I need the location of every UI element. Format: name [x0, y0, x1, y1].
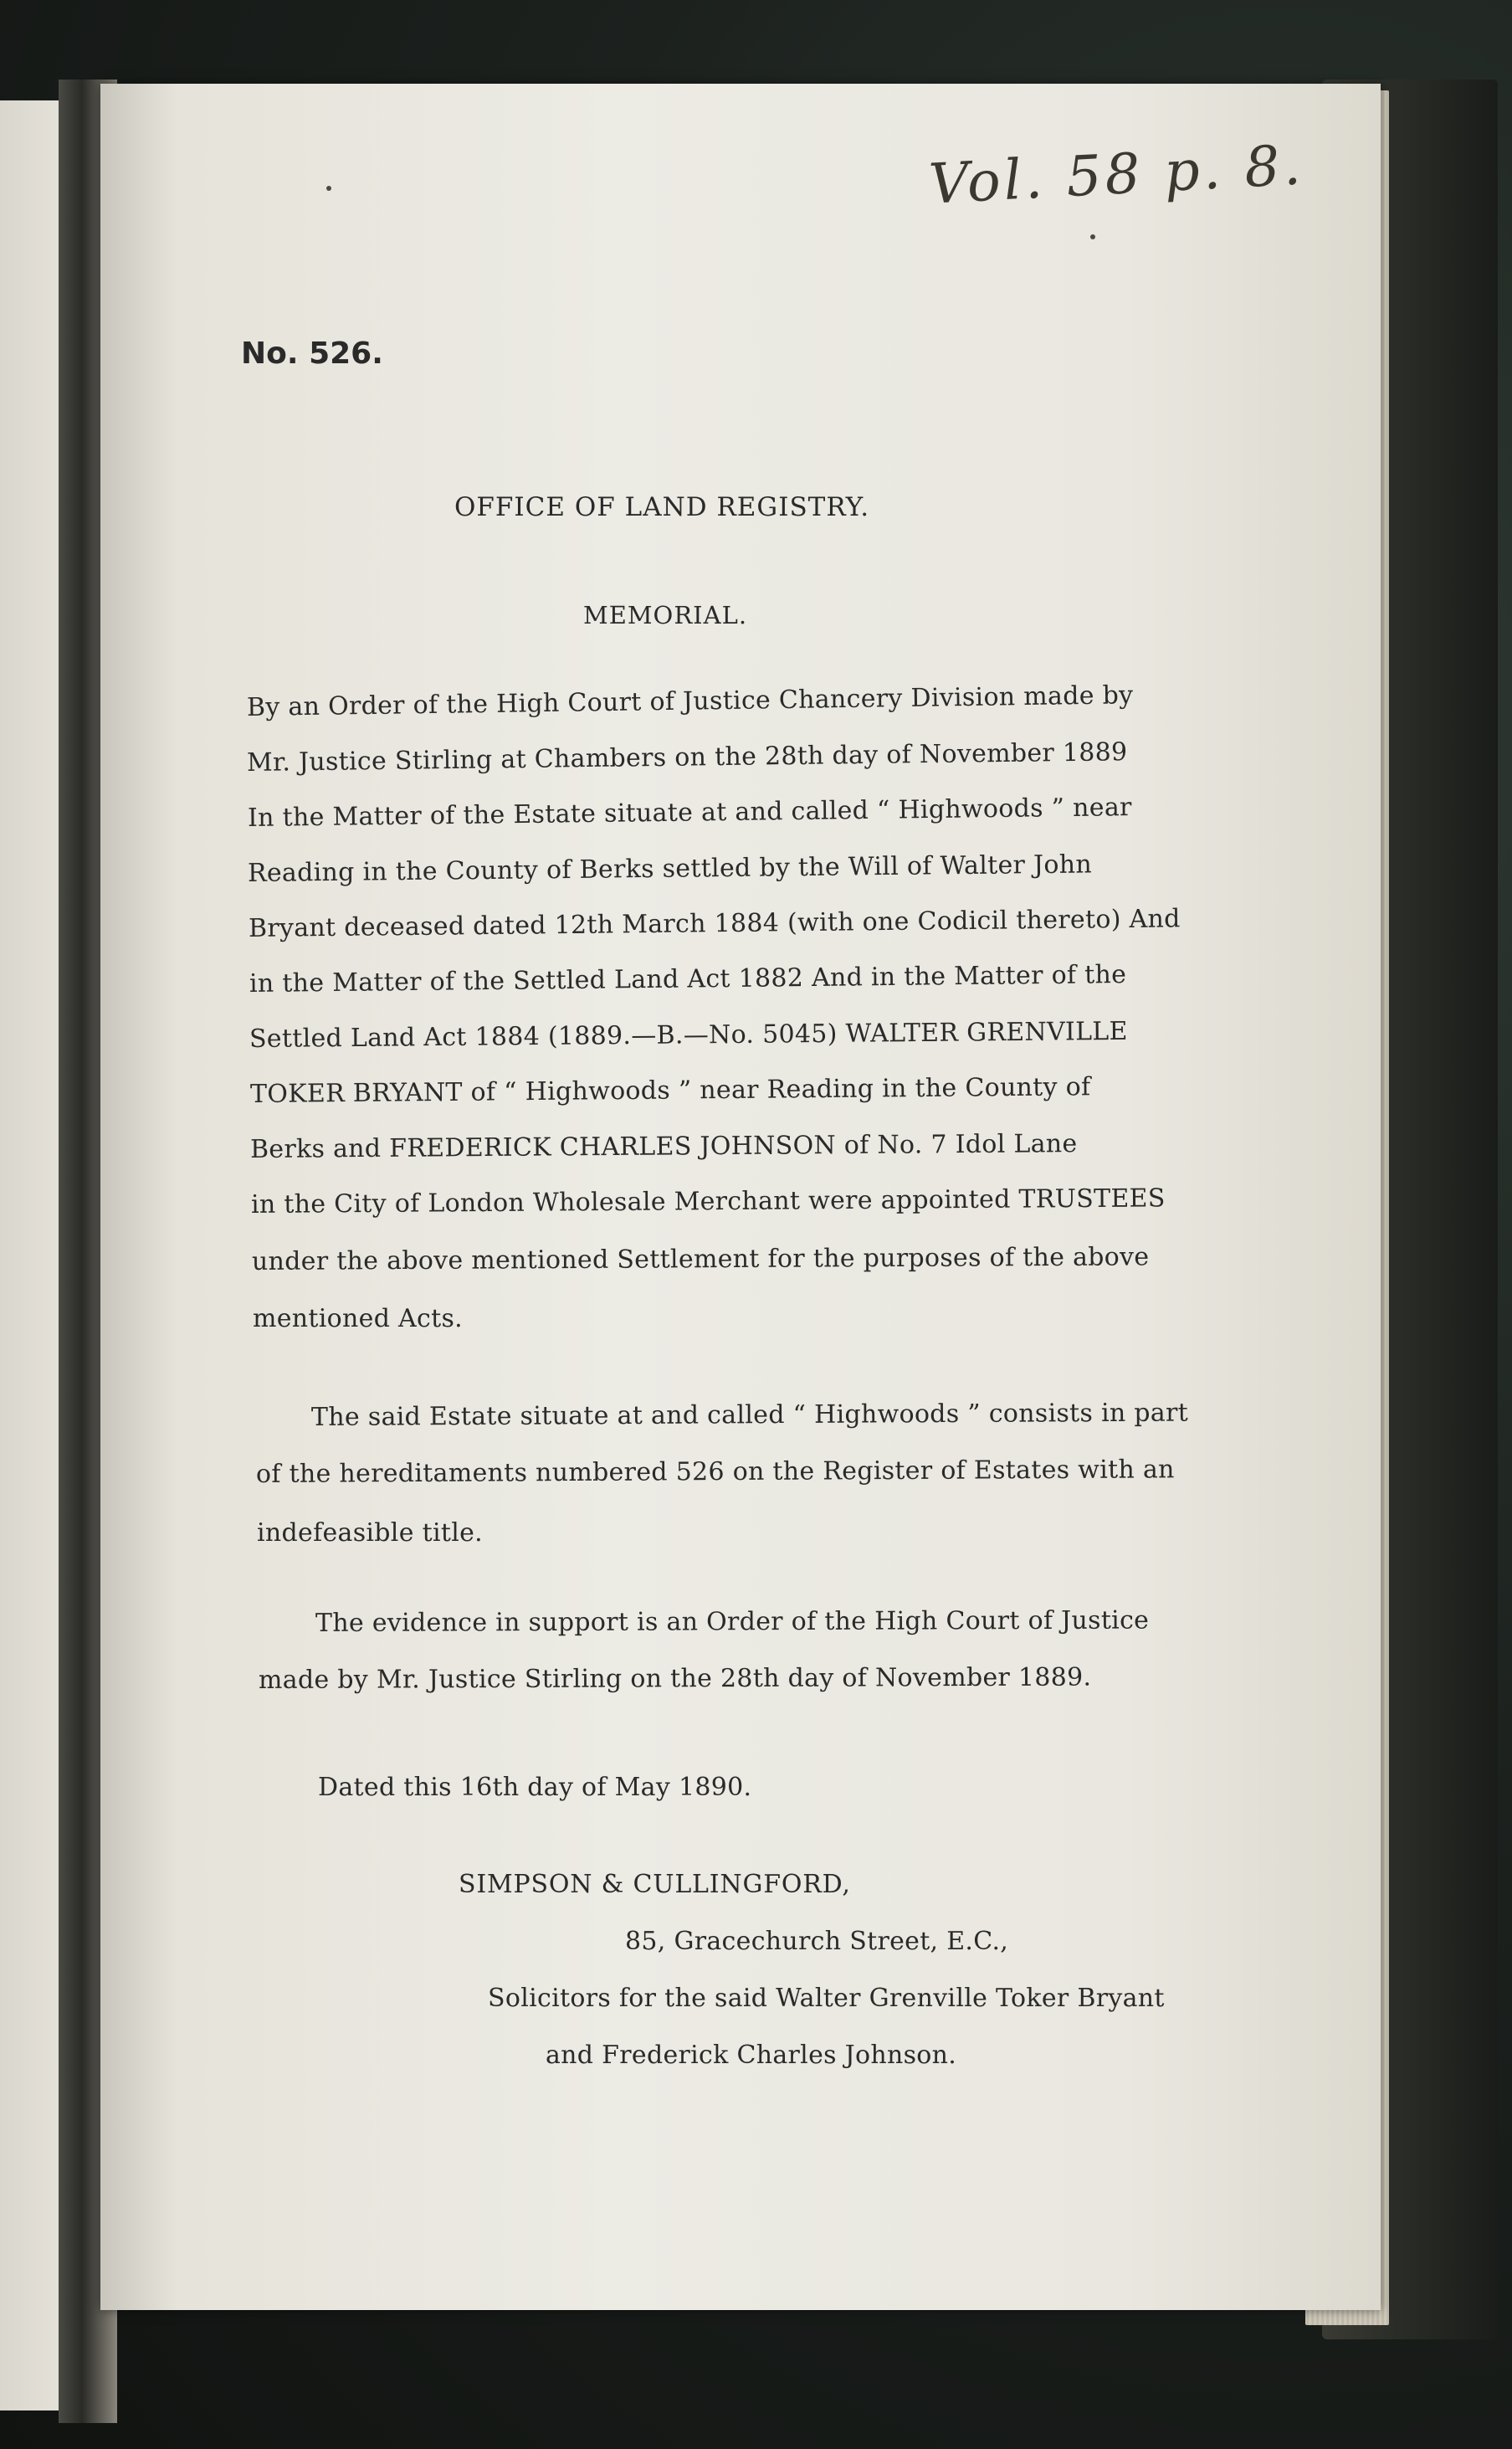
- paragraph-line: mentioned Acts.: [253, 1304, 464, 1333]
- paragraph-line: in the City of London Wholesale Merchant were appointed TRUSTEES: [250, 1183, 1166, 1219]
- handwritten-volume-annotation: Vol. 58 p. 8.: [927, 132, 1306, 217]
- solicitor-role-line-1: Solicitors for the said Walter Grenville Toker Bryant: [488, 1984, 1165, 2013]
- solicitor-address: 85, Gracechurch Street, E.C.,: [625, 1927, 1009, 1956]
- paragraph-line: Reading in the County of Berks settled by the Will of Walter John: [247, 850, 1093, 888]
- document-number: No. 526.: [241, 336, 383, 371]
- paragraph-line: Mr. Justice Stirling at Chambers on the 28th day of November 1889: [246, 737, 1128, 778]
- ink-speck: [326, 186, 331, 191]
- paragraph-line: Settled Land Act 1884 (1889.—B.—No. 5045) WALTER GRENVILLE: [249, 1016, 1128, 1054]
- paragraph-line: in the Matter of the Settled Land Act 1882 And in the Matter of the: [249, 960, 1127, 999]
- memorial-heading: MEMORIAL.: [583, 601, 748, 629]
- paragraph-line: of the hereditaments numbered 526 on the Register of Estates with an: [255, 1455, 1175, 1489]
- ink-speck: [1090, 234, 1095, 239]
- paragraph-line: indefeasible title.: [257, 1518, 483, 1548]
- solicitor-role-line-2: and Frederick Charles Johnson.: [546, 2041, 957, 2070]
- solicitor-firm: SIMPSON & CULLINGFORD,: [459, 1870, 851, 1899]
- paragraph-line: Bryant deceased dated 12th March 1884 (with one Codicil thereto) And: [248, 904, 1181, 943]
- paragraph-line: The evidence in support is an Order of the High Court of Justice: [315, 1605, 1150, 1638]
- office-title: OFFICE OF LAND REGISTRY.: [454, 492, 870, 522]
- paragraph-line: made by Mr. Justice Stirling on the 28th day of November 1889.: [258, 1662, 1092, 1695]
- dated-line: Dated this 16th day of May 1890.: [318, 1773, 752, 1802]
- paragraph-line: The said Estate situate at and called “ Highwoods ” consists in part: [310, 1398, 1189, 1432]
- paragraph-line: Berks and FREDERICK CHARLES JOHNSON of No. 7 Idol Lane: [249, 1129, 1078, 1164]
- paragraph-line: under the above mentioned Settlement for the purposes of the above: [251, 1242, 1150, 1276]
- paragraph-line: By an Order of the High Court of Justice Chancery Division made by: [246, 680, 1134, 722]
- document-page: [100, 84, 1381, 2310]
- paragraph-line: TOKER BRYANT of “ Highwoods ” near Reading in the County of: [249, 1072, 1091, 1109]
- paragraph-line: In the Matter of the Estate situate at and called “ Highwoods ” near: [247, 793, 1132, 833]
